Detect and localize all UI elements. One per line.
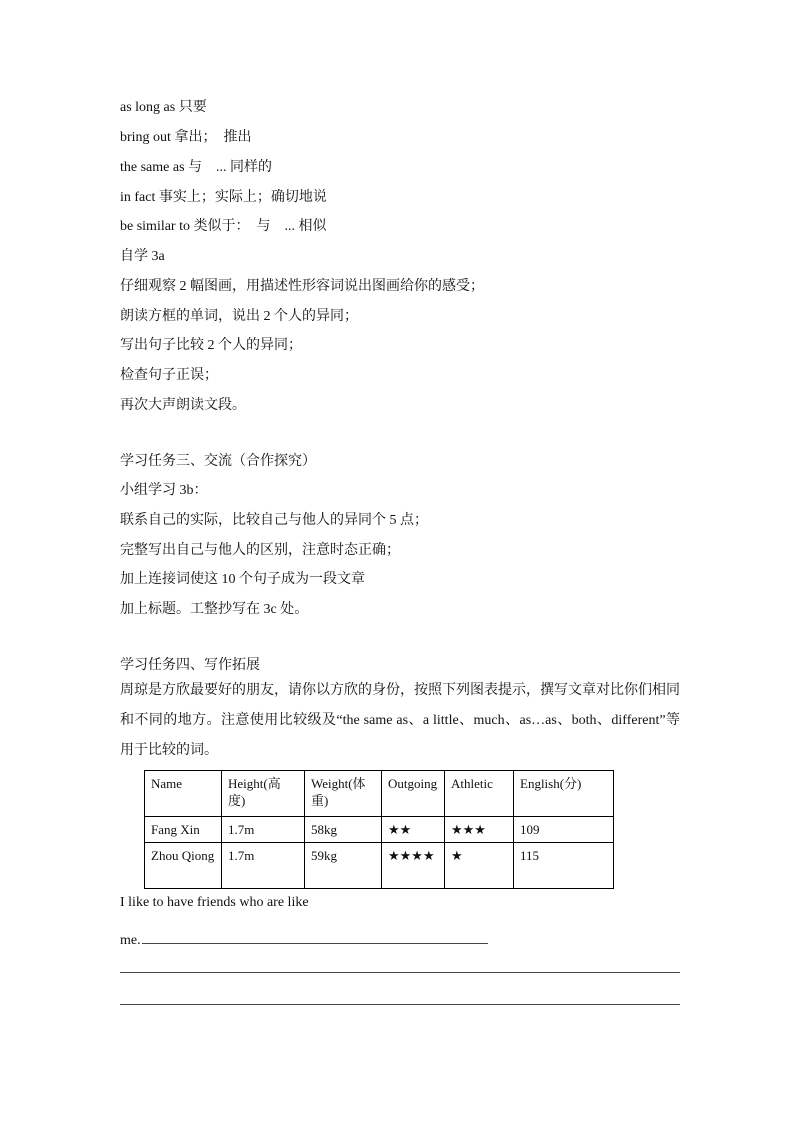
task4-instruction: 周琼是方欣最要好的朋友，请你以方欣的身份，按照下列图表提示，撰写文章对比你们相同和不同的地方。注意使用比较级及“the same as、a little、much、as…as、both、different”等用于比较的词。	[120, 683, 680, 758]
task4-title: 学习任务四、写作拓展	[120, 658, 260, 673]
writing-line-1	[120, 929, 488, 950]
table-row	[145, 843, 614, 889]
vocab-item: bring out 拿出； 推出	[120, 130, 252, 145]
cell-outgoing: ★★	[382, 817, 445, 843]
task3-step: 加上标题。工整抄写在 3c 处。	[120, 602, 309, 617]
table-row	[145, 817, 614, 843]
cell-weight: 58kg	[305, 817, 382, 843]
comparison-table	[144, 770, 614, 889]
cell-name: Fang Xin	[145, 817, 222, 843]
table-header-row	[145, 771, 614, 817]
self-study-step: 检查句子正误；	[120, 368, 218, 383]
writing-prompt: I like to have friends who are like	[120, 895, 309, 910]
cell-english: 115	[514, 843, 614, 889]
cell-height: 1.7m	[222, 843, 305, 889]
header-cell: Height(高度)	[222, 771, 305, 817]
cell-english: 109	[514, 817, 614, 843]
header-cell: Weight(体重)	[305, 771, 382, 817]
cell-athletic: ★	[445, 843, 514, 889]
task3-step: 联系自己的实际，比较自己与他人的异同个 5 点；	[120, 513, 428, 528]
vocab-item: as long as 只要	[120, 100, 207, 115]
cell-height: 1.7m	[222, 817, 305, 843]
self-study-title: 自学 3a	[120, 249, 165, 264]
answer-line[interactable]	[120, 1004, 680, 1005]
self-study-step: 朗读方框的单词，说出 2 个人的异同；	[120, 309, 358, 324]
vocab-item: be similar to 类似于： 与 ... 相似	[120, 219, 327, 234]
vocab-item: in fact 事实上；实际上；确切地说	[120, 190, 327, 205]
header-cell: English(分)	[514, 771, 614, 817]
self-study-step: 仔细观察 2 幅图画，用描述性形容词说出图画给你的感受；	[120, 279, 484, 294]
cell-outgoing: ★★★★	[382, 843, 445, 889]
header-cell: Athletic	[445, 771, 514, 817]
header-cell: Name	[145, 771, 222, 817]
self-study-step: 再次大声朗读文段。	[120, 398, 246, 413]
cell-name: Zhou Qiong	[145, 843, 222, 889]
self-study-step: 写出句子比较 2 个人的异同；	[120, 338, 302, 353]
answer-blank[interactable]	[142, 929, 488, 944]
vocab-item: the same as 与 ... 同样的	[120, 160, 273, 175]
task3-title: 学习任务三、交流（合作探究）	[120, 454, 316, 469]
cell-athletic: ★★★	[445, 817, 514, 843]
header-cell: Outgoing	[382, 771, 445, 817]
answer-line[interactable]	[120, 972, 680, 973]
task3-step: 完整写出自己与他人的区别，注意时态正确；	[120, 543, 400, 558]
writing-prefix: me.	[120, 933, 141, 948]
cell-weight: 59kg	[305, 843, 382, 889]
task3-step: 加上连接词使这 10 个句子成为一段文章	[120, 572, 365, 587]
task3-subtitle: 小组学习 3b：	[120, 483, 208, 498]
